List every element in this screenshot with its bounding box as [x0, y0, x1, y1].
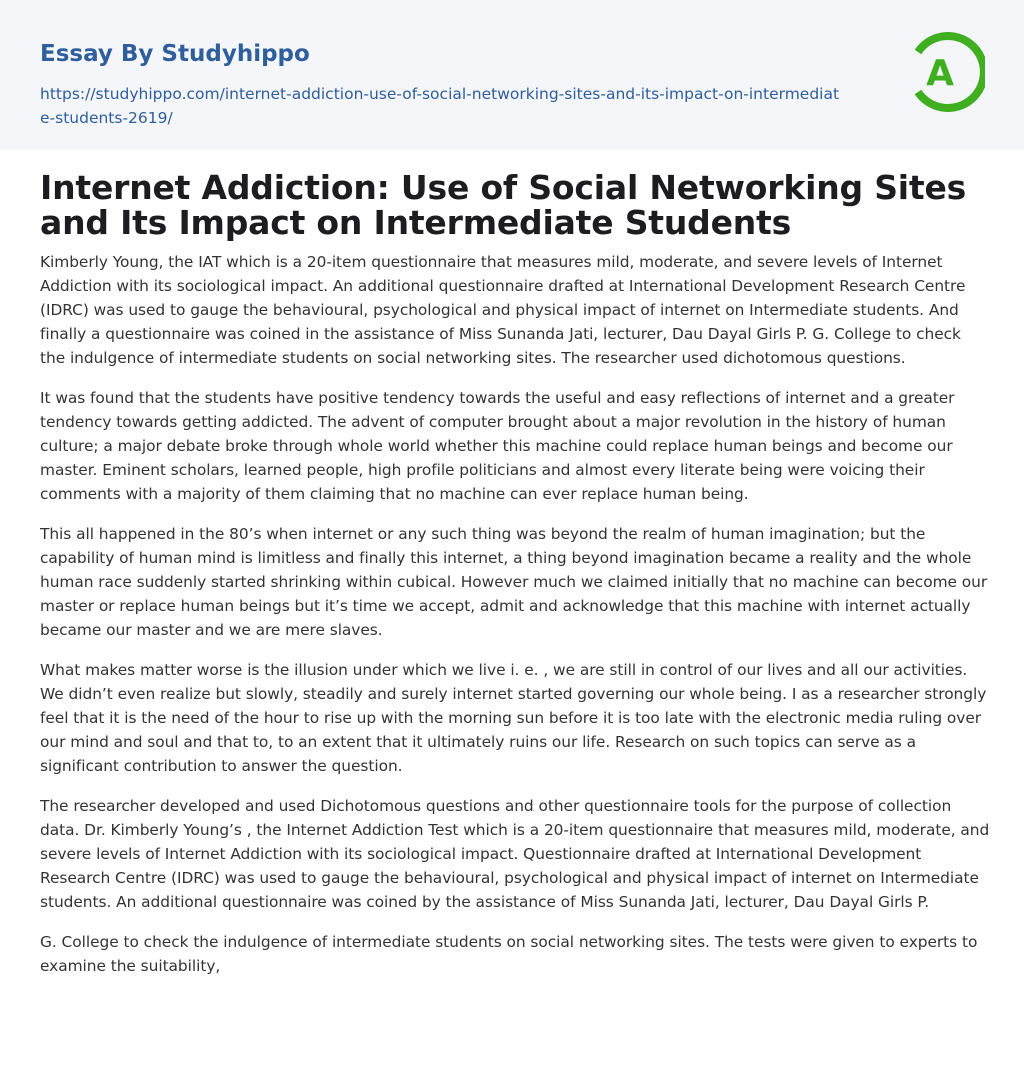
page-header — [0, 0, 1024, 150]
site-title: Essay By Studyhippo — [40, 41, 310, 67]
studyhippo-logo-icon — [912, 30, 985, 114]
essay-paragraph: G. College to check the indulgence of intermediate students on social networking sites. The tests were given to experts to examine the suitability, — [40, 933, 978, 975]
source-url-link[interactable]: https://studyhippo.com/internet-addiction-use-of-social-networking-sites-and-its-impact-on-intermediate-students-2619/ — [40, 85, 840, 127]
essay-paragraph: This all happened in the 80’s when internet or any such thing was beyond the realm of human imagination; but the capability of human mind is limitless and finally this internet, a thing beyond imagination became a reality and the whole human race suddenly started shrinking within cubical. However much we claimed initially that no machine can become our master or replace human beings but it’s time we accept, admit and acknowledge that this machine with internet actually became our master and we are mere slaves. — [40, 525, 988, 639]
essay-content — [40, 170, 990, 994]
essay-body — [40, 250, 990, 978]
essay-paragraph: It was found that the students have positive tendency towards the useful and easy reflections of internet and a greater tendency towards getting addicted. The advent of computer brought about a major revolution in the history of human culture; a major debate broke through whole world whether this machine could replace human beings and become our master. Eminent scholars, learned people, high profile politicians and almost every literate being were voicing their comments with a majority of them claiming that no machine can ever replace human being. — [40, 389, 955, 503]
essay-title: Internet Addiction: Use of Social Networking Sites and Its Impact on Intermediate Students — [40, 168, 967, 242]
essay-paragraph: The researcher developed and used Dichotomous questions and other questionnaire tools for the purpose of collection data. Dr. Kimberly Young’s , the Internet Addiction Test which is a 20-item questionnaire that measures mild, moderate, and severe levels of Internet Addiction with its sociological impact. Questionnaire drafted at International Development Research Centre (IDRC) was used to gauge the behavioural, psychological and physical impact of internet on Intermediate students. An additional questionnaire was coined by the assistance of Miss Sunanda Jati, lecturer, Dau Dayal Girls P. — [40, 797, 990, 911]
essay-paragraph: What makes matter worse is the illusion under which we live i. e. , we are still in control of our lives and all our activities. We didn’t even realize but slowly, steadily and surely internet started governing our whole being. I as a researcher strongly feel that it is the need of the hour to rise up with the morning sun before it is too late with the electronic media ruling over our mind and soul and that to, to an extent that it ultimately ruins our life. Research on such topics can serve as a significant contribution to answer the question. — [40, 661, 987, 775]
essay-paragraph: Kimberly Young, the IAT which is a 20-item questionnaire that measures mild, moderate, and severe levels of Internet Addiction with its sociological impact. An additional questionnaire drafted at International Development Research Centre (IDRC) was used to gauge the behavioural, psychological and physical impact of internet on Intermediate students. And finally a questionnaire was coined in the assistance of Miss Sunanda Jati, lecturer, Dau Dayal Girls P. G. College to check the indulgence of intermediate students on social networking sites. The researcher used dichotomous questions. — [40, 253, 966, 367]
logo-letter: A — [926, 53, 954, 94]
